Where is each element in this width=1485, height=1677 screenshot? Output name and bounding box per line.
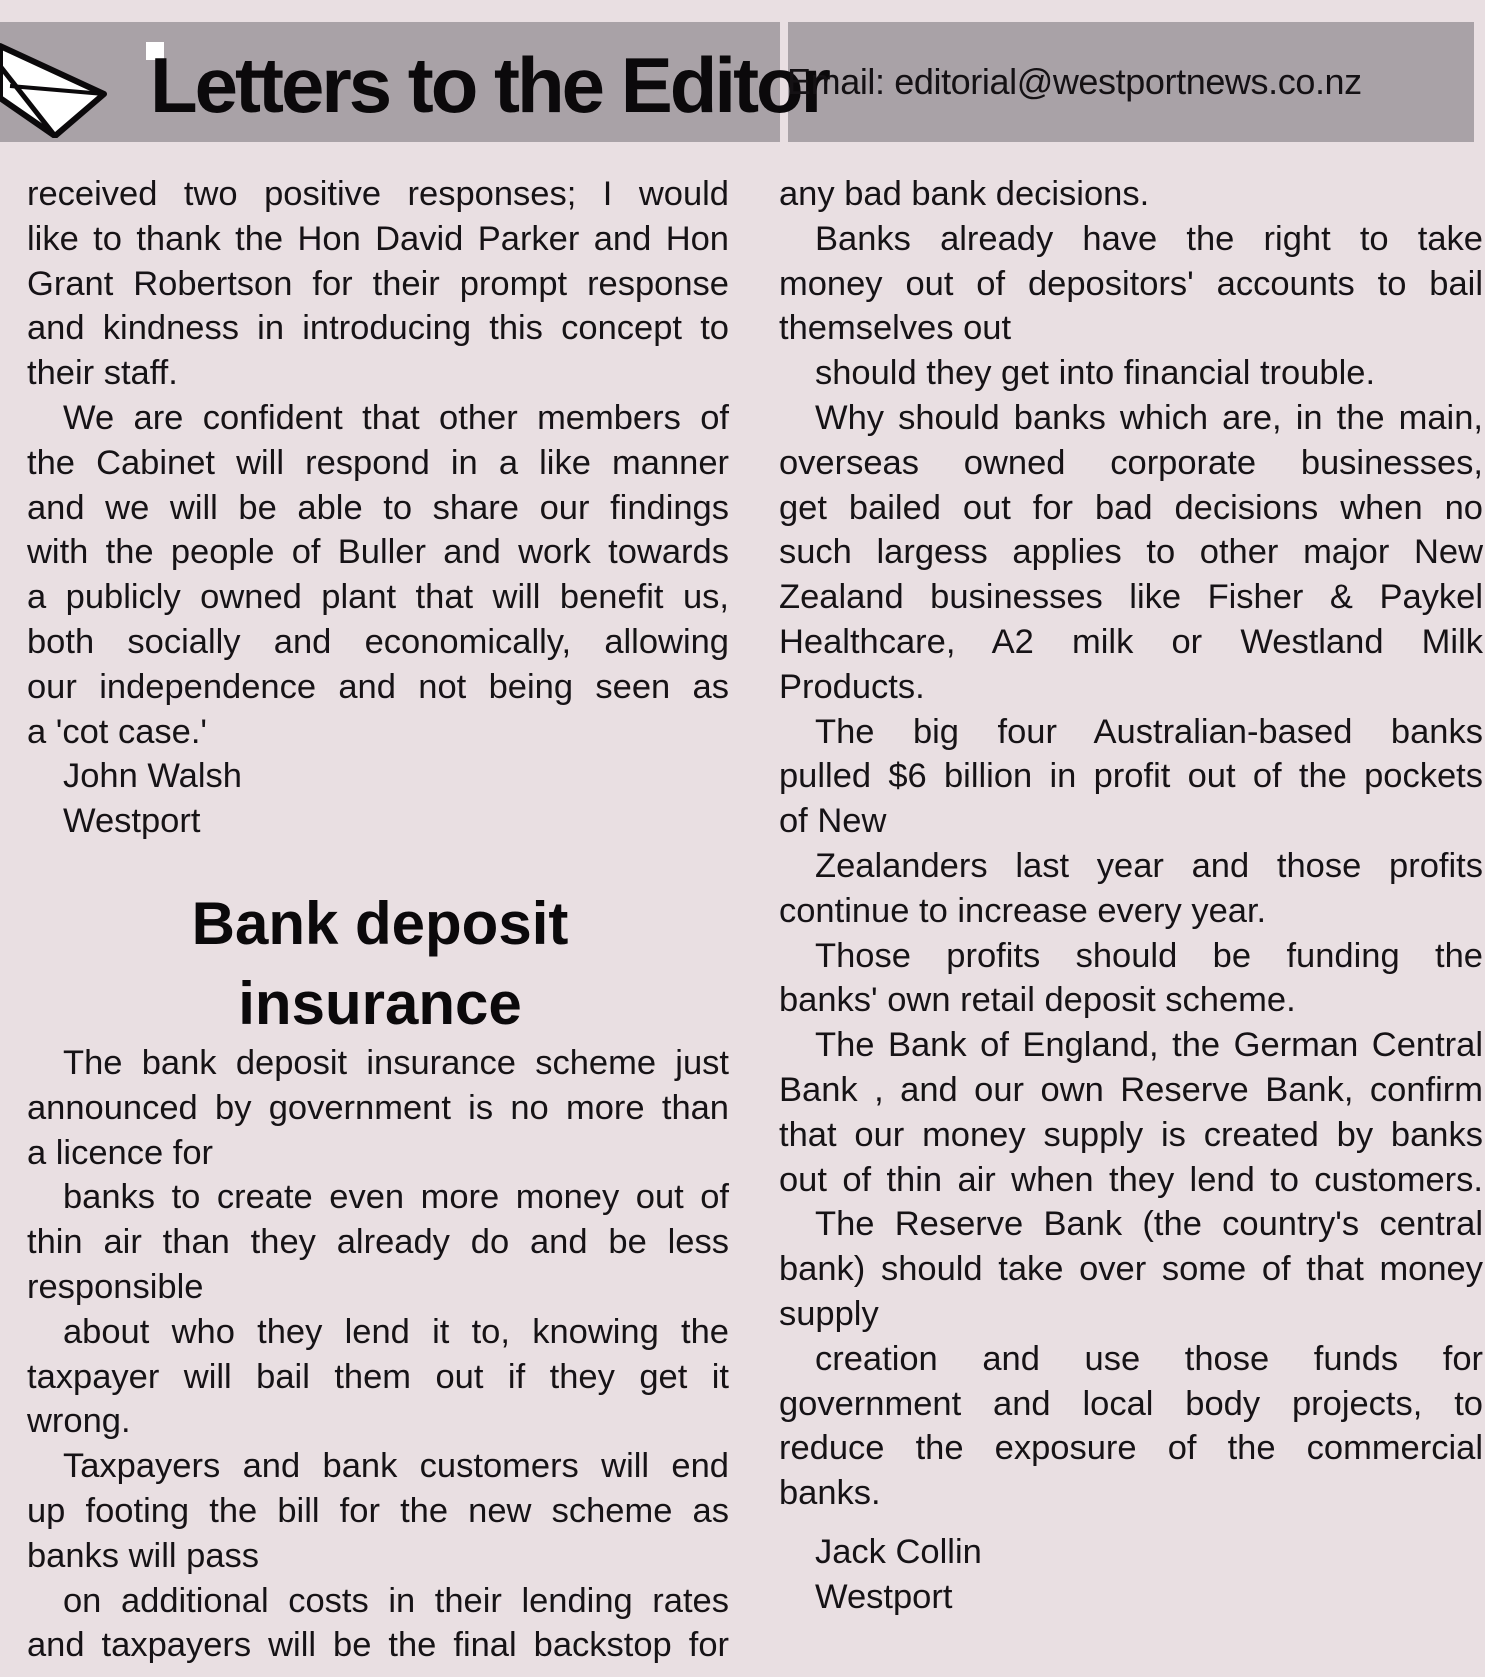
body-line: and kindness in introducing this concept to: [27, 309, 729, 348]
body-line: and taxpayers will be the final backstop for: [27, 1626, 729, 1665]
author-name: John Walsh: [63, 757, 242, 796]
body-line: The big four Australian-based banks: [815, 712, 1483, 751]
body-line: banks to create even more money out of: [63, 1178, 729, 1217]
body-line: a licence for: [27, 1133, 214, 1172]
body-line: that our money supply is created by banks: [779, 1115, 1483, 1154]
body-line: Why should banks which are, in the main,: [815, 398, 1483, 437]
body-line: continue to increase every year.: [779, 891, 1267, 930]
body-line: a 'cot case.': [27, 712, 208, 751]
body-line: The Reserve Bank (the country's central: [815, 1205, 1483, 1244]
body-line: any bad bank decisions.: [779, 175, 1150, 213]
body-line: bank) should take over some of that money: [779, 1250, 1483, 1289]
body-line: such largess applies to other major New: [779, 533, 1483, 572]
author-name: Jack Collin: [815, 1532, 982, 1571]
body-line: We are confident that other members of: [63, 398, 729, 437]
body-line: of New: [779, 802, 887, 841]
body-line: banks' own retail deposit scheme.: [779, 981, 1296, 1020]
editorial-email: Email: editorial@westportnews.co.nz: [787, 61, 1362, 102]
body-line: like to thank the Hon David Parker and Hon: [27, 219, 729, 258]
body-line: wrong.: [27, 1402, 131, 1441]
body-line: taxpayer will bail them out if they get it: [27, 1357, 729, 1396]
body-line: The Bank of England, the German Central: [815, 1026, 1483, 1065]
body-line: Zealand businesses like Fisher & Paykel: [779, 578, 1483, 617]
body-line: announced by government is no more than: [27, 1088, 729, 1127]
body-line: get bailed out for bad decisions when no: [779, 488, 1483, 527]
body-line: a publicly owned plant that will benefit us,: [27, 578, 729, 617]
right-column: [779, 172, 1483, 1620]
left-column-lower: [27, 1041, 729, 1668]
body-line: government and local body projects, to: [779, 1384, 1483, 1423]
page-title: Letters to the Editor: [150, 41, 829, 129]
body-line: banks.: [779, 1474, 881, 1513]
body-line: and we will be able to share our findings: [27, 488, 729, 527]
section-heading: [150, 884, 610, 1044]
body-line: supply: [779, 1294, 879, 1333]
spacer: [779, 1516, 1483, 1530]
body-line: their staff.: [27, 354, 178, 393]
body-line: should they get into financial trouble.: [815, 354, 1376, 393]
body-line: out of thin air when they lend to customers.: [779, 1160, 1483, 1199]
body-line: money out of depositors' accounts to bail: [779, 264, 1483, 303]
body-line: with the people of Buller and work towards: [27, 533, 729, 572]
body-line: both socially and economically, allowing: [27, 622, 729, 661]
body-line: Taxpayers and bank customers will end: [63, 1447, 729, 1486]
body-line: themselves out: [779, 309, 1012, 348]
body-line: pulled $6 billion in profit out of the pockets: [779, 757, 1483, 796]
body-line: Zealanders last year and those profits: [815, 846, 1483, 885]
body-line: Products.: [779, 667, 925, 706]
author-location: Westport: [815, 1577, 953, 1616]
body-line: about who they lend it to, knowing the: [63, 1312, 729, 1351]
body-line: overseas owned corporate businesses,: [779, 443, 1483, 482]
body-line: banks will pass: [27, 1536, 260, 1575]
body-line: Those profits should be funding the: [815, 936, 1483, 975]
body-line: responsible: [27, 1267, 204, 1306]
body-line: up footing the bill for the new scheme as: [27, 1491, 729, 1530]
body-line: creation and use those funds for: [815, 1339, 1483, 1378]
body-line: The bank deposit insurance scheme just: [63, 1044, 729, 1082]
body-line: received two positive responses; I would: [27, 175, 729, 213]
body-line: the Cabinet will respond in a like manner: [27, 443, 729, 482]
body-line: Healthcare, A2 milk or Westland Milk: [779, 622, 1483, 661]
body-line: reduce the exposure of the commercial: [779, 1429, 1483, 1468]
body-line: Bank , and our own Reserve Bank, confirm: [779, 1070, 1483, 1109]
heading-line: Bank deposit: [191, 890, 569, 957]
body-line: on additional costs in their lending rates: [63, 1581, 729, 1620]
heading-line: insurance: [238, 970, 522, 1037]
body-line: Banks already have the right to take: [815, 219, 1483, 258]
author-location: Westport: [63, 802, 201, 841]
body-line: Grant Robertson for their prompt response: [27, 264, 729, 303]
left-column: [27, 172, 729, 844]
envelope-icon: [0, 28, 110, 138]
body-line: our independence and not being seen as: [27, 667, 729, 706]
body-line: thin air than they already do and be less: [27, 1223, 729, 1262]
